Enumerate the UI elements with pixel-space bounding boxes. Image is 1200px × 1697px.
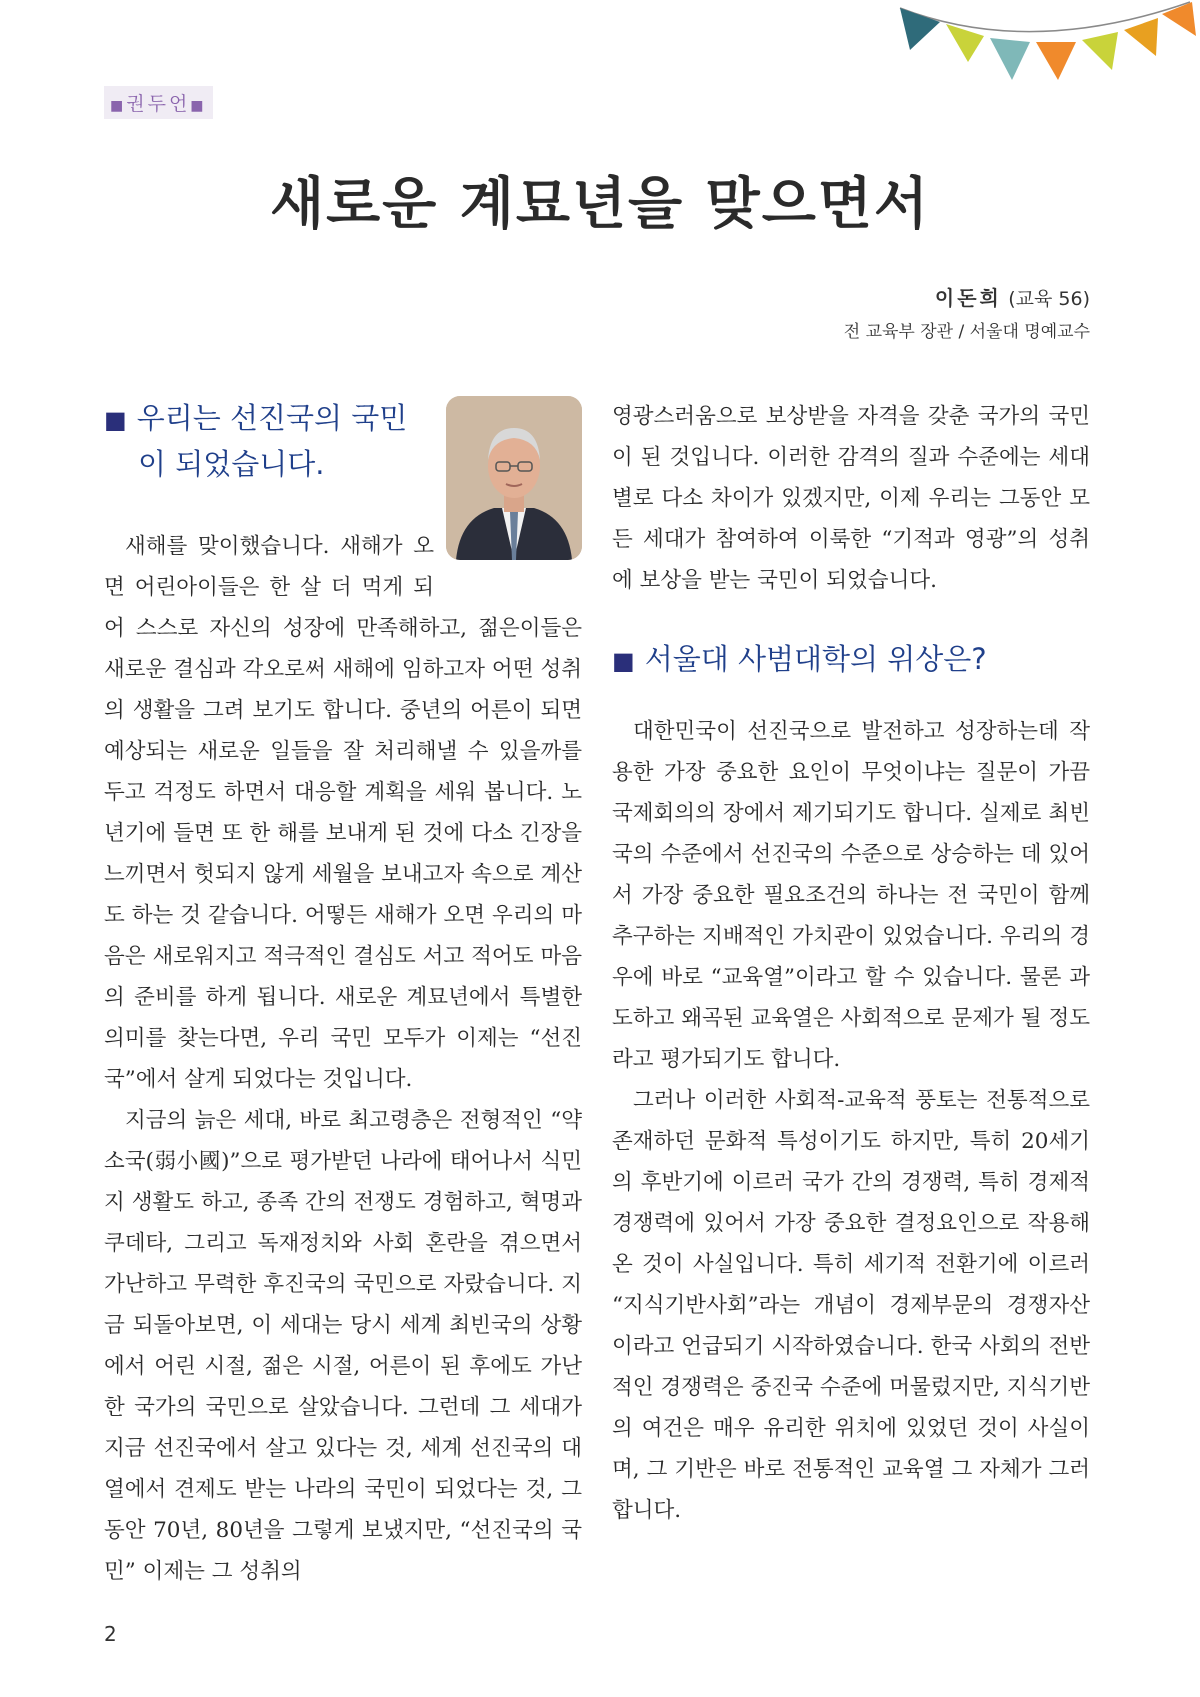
section-label <box>104 86 213 119</box>
body-paragraph: 지금의 늙은 세대, 바로 최고령층은 전형적인 “약소국(弱小國)”으로 평가받던 나라에 태어나서 식민지 생활도 하고, 종족 간의 전쟁도 경험하고, 혁명과 쿠데타, 그리고 독재정치와 사회 혼란을 겪으면서 가난하고 무력한 후진국의 국민으로 자랐습니다. 지금 되돌아보면, 이 세대는 당시 세계 최빈국의 상황에서 어린 시절, 젊은 시절, 어른이 된 후에도 가난한 국가의 국민으로 살았습니다. 그런데 그 세대가 지금 선진국에서 살고 있다는 것, 세계 선진국의 대열에서 견제도 받는 나라의 국민이 되었다는 것, 그동안 70년, 80년을 그렇게 보냈지만, “선진국의 국민” 이제는 그 성취의 <box>104 1108 582 1584</box>
square-bullet-icon: ■ <box>110 98 127 114</box>
author-position: 전 교육부 장관 / 서울대 명예교수 <box>843 322 1090 342</box>
section-heading-2-text: 서울대 사범대학의 위상은? <box>644 642 987 676</box>
bunting-flag <box>1162 2 1196 36</box>
author-portrait-graphic <box>446 396 582 560</box>
page-number: 2 <box>104 1622 117 1646</box>
byline <box>844 282 1090 342</box>
bunting-flag <box>946 24 984 62</box>
square-bullet-icon: ■ <box>104 406 127 434</box>
square-bullet-icon: ■ <box>190 98 207 114</box>
body-paragraph: 대한민국이 선진국으로 발전하고 성장하는데 작용한 가장 중요한 요인이 무엇이냐는 질문이 가끔 국제회의의 장에서 제기되기도 합니다. 실제로 최빈국의 수준에서 선진국의 수준으로 상승하는 데 있어서 가장 중요한 필요조건의 하나는 전 국민이 함께 추구하는 지배적인 가치관이 있었습니다. 우리의 경우에 바로 “교육열”이라고 할 수 있습니다. 물론 과도하고 왜곡된 교육열은 사회적으로 문제가 될 정도라고 평가되기도 합니다. <box>612 719 1090 1072</box>
section-label-text: 권두언 <box>126 93 191 115</box>
square-bullet-icon: ■ <box>612 647 635 675</box>
spacer <box>612 601 1090 637</box>
bunting-flag <box>1036 42 1076 80</box>
bunting-decoration <box>840 0 1200 100</box>
bunting-flag <box>990 38 1030 80</box>
author-photo <box>446 396 582 560</box>
body-paragraph: 새해를 맞이했습니다. 새해가 오면 어린아이들은 한 살 더 먹게 되어 스스로 자신의 성장에 만족해하고, 젊은이들은 새로운 결심과 각오로써 새해에 임하고자 어떤 성취의 생활을 그려 보기도 합니다. 중년의 어른이 되면 예상되는 새로운 일들을 잘 처리해낼 수 있을까를 두고 걱정도 하면서 대응할 계획을 세워 봅니다. 노년기에 들면 또 한 해를 보내게 된 것에 다소 긴장을 느끼면서 헛되지 않게 세월을 보내고자 속으로 계산도 하는 것 같습니다. 어떻든 새해가 오면 우리의 마음은 새로워지고 적극적인 결심도 서고 적어도 마음의 준비를 하게 됩니다. 새로운 계묘년에서 특별한 의미를 찾는다면, 우리 국민 모두가 이제는 “선진국”에서 살게 되었다는 것입니다. <box>104 534 582 1092</box>
body-paragraph: 영광스러움으로 보상받을 자격을 갖춘 국가의 국민이 된 것입니다. 이러한 감격의 질과 수준에는 세대별로 다소 차이가 있겠지만, 이제 우리는 그동안 모든 세대가 참여하여 이룩한 “기적과 영광”의 성취에 보상을 받는 국민이 되었습니다. <box>612 404 1090 593</box>
page-title: 새로운 계묘년을 맞으면서 <box>269 172 931 237</box>
bunting-flag <box>1082 32 1118 70</box>
author-note: (교육 56) <box>1008 288 1090 310</box>
author-name: 이돈희 <box>934 286 1002 310</box>
right-column <box>612 396 1090 1531</box>
spacer <box>612 683 1090 711</box>
section-heading-2 <box>612 637 1090 683</box>
byline-name-line <box>844 282 1090 311</box>
left-column <box>104 396 582 1592</box>
body-paragraph: 그러나 이러한 사회적-교육적 풍토는 전통적으로 존재하던 문화적 특성이기도 하지만, 특히 20세기의 후반기에 이르러 국가 간의 경쟁력, 특히 경제적 경쟁력에 있어서 가장 중요한 결정요인으로 작용해 온 것이 사실입니다. 특히 세기적 전환기에 이르러 “지식기반사회”라는 개념이 경제부문의 경쟁자산이라고 언급되기 시작하였습니다. 한국 사회의 전반적인 경쟁력은 중진국 수준에 머물렀지만, 지식기반의 여건은 매우 유리한 위치에 있었던 것이 사실이며, 그 기반은 바로 전통적인 교육열 그 자체가 그러합니다. <box>612 1088 1090 1523</box>
bunting-flag <box>1124 18 1158 56</box>
section-heading-1-text: 우리는 선진국의 국민이 되었습니다. <box>136 401 408 481</box>
